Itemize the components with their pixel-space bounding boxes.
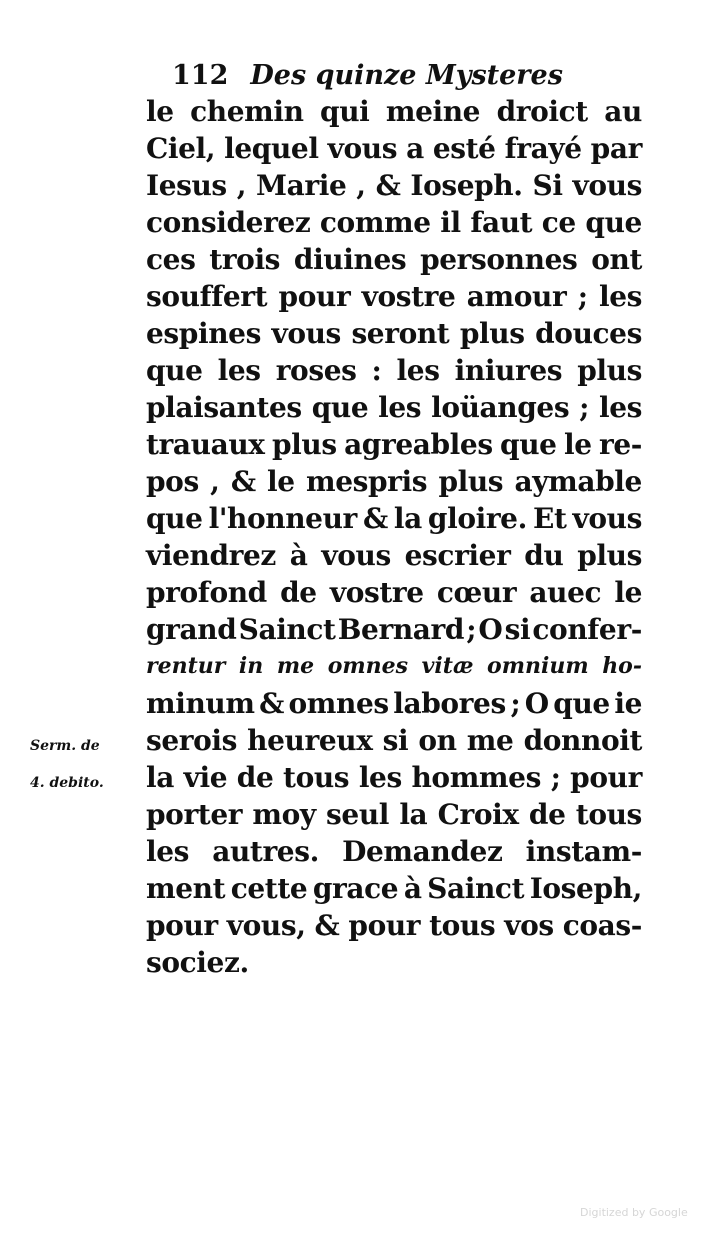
- text-line: les autres. Demandez instam-: [146, 835, 642, 868]
- text-line: porter moy seul la Croix de tous: [146, 798, 642, 831]
- text-line: sociez.: [146, 946, 249, 979]
- margin-citation-line: Serm. de: [30, 738, 100, 754]
- text-line: plaisantes que les loüanges ; les: [146, 391, 642, 424]
- text-line: Iesus , Marie , & Ioseph. Si vous: [146, 169, 642, 202]
- margin-citation: [30, 728, 104, 802]
- text-line: profond de vostre cœur auec le: [146, 576, 642, 609]
- text-line: considerez comme il faut ce que: [146, 206, 642, 239]
- running-title: Des quinze Mysteres: [250, 60, 563, 91]
- text-line: grand Sainct Bernard ; O si confer-: [146, 613, 642, 646]
- text-line: que les roses : les iniures plus: [146, 354, 642, 387]
- text-line: le chemin qui meine droict au: [146, 95, 642, 128]
- margin-citation-line: 4. debito.: [30, 775, 104, 791]
- text-line: ment cette grace à Sainct Ioseph,: [146, 872, 642, 905]
- watermark: Digitized by Google: [580, 1206, 688, 1219]
- text-line: pos , & le mespris plus aymable: [146, 465, 642, 498]
- text-line: minum & omnes labores ; O que ie: [146, 687, 642, 720]
- text-line: que l'honneur & la gloire. Et vous: [146, 502, 642, 535]
- page-number: 112: [172, 60, 229, 91]
- latin-quote-line: rentur in me omnes vitæ omnium ho-: [146, 653, 642, 679]
- text-line: souffert pour vostre amour ; les: [146, 280, 642, 313]
- text-line: pour vous, & pour tous vos coas-: [146, 909, 642, 942]
- body-text: [146, 93, 642, 981]
- text-line: espines vous seront plus douces: [146, 317, 642, 350]
- text-line: trauaux plus agreables que le re-: [146, 428, 642, 461]
- text-line: la vie de tous les hommes ; pour: [146, 761, 642, 794]
- text-line: Ciel, lequel vous a esté frayé par: [146, 132, 642, 165]
- text-line: serois heureux si on me donnoit: [146, 724, 642, 757]
- text-line: ces trois diuines personnes ont: [146, 243, 642, 276]
- running-header: [172, 60, 563, 91]
- text-line: viendrez à vous escrier du plus: [146, 539, 642, 572]
